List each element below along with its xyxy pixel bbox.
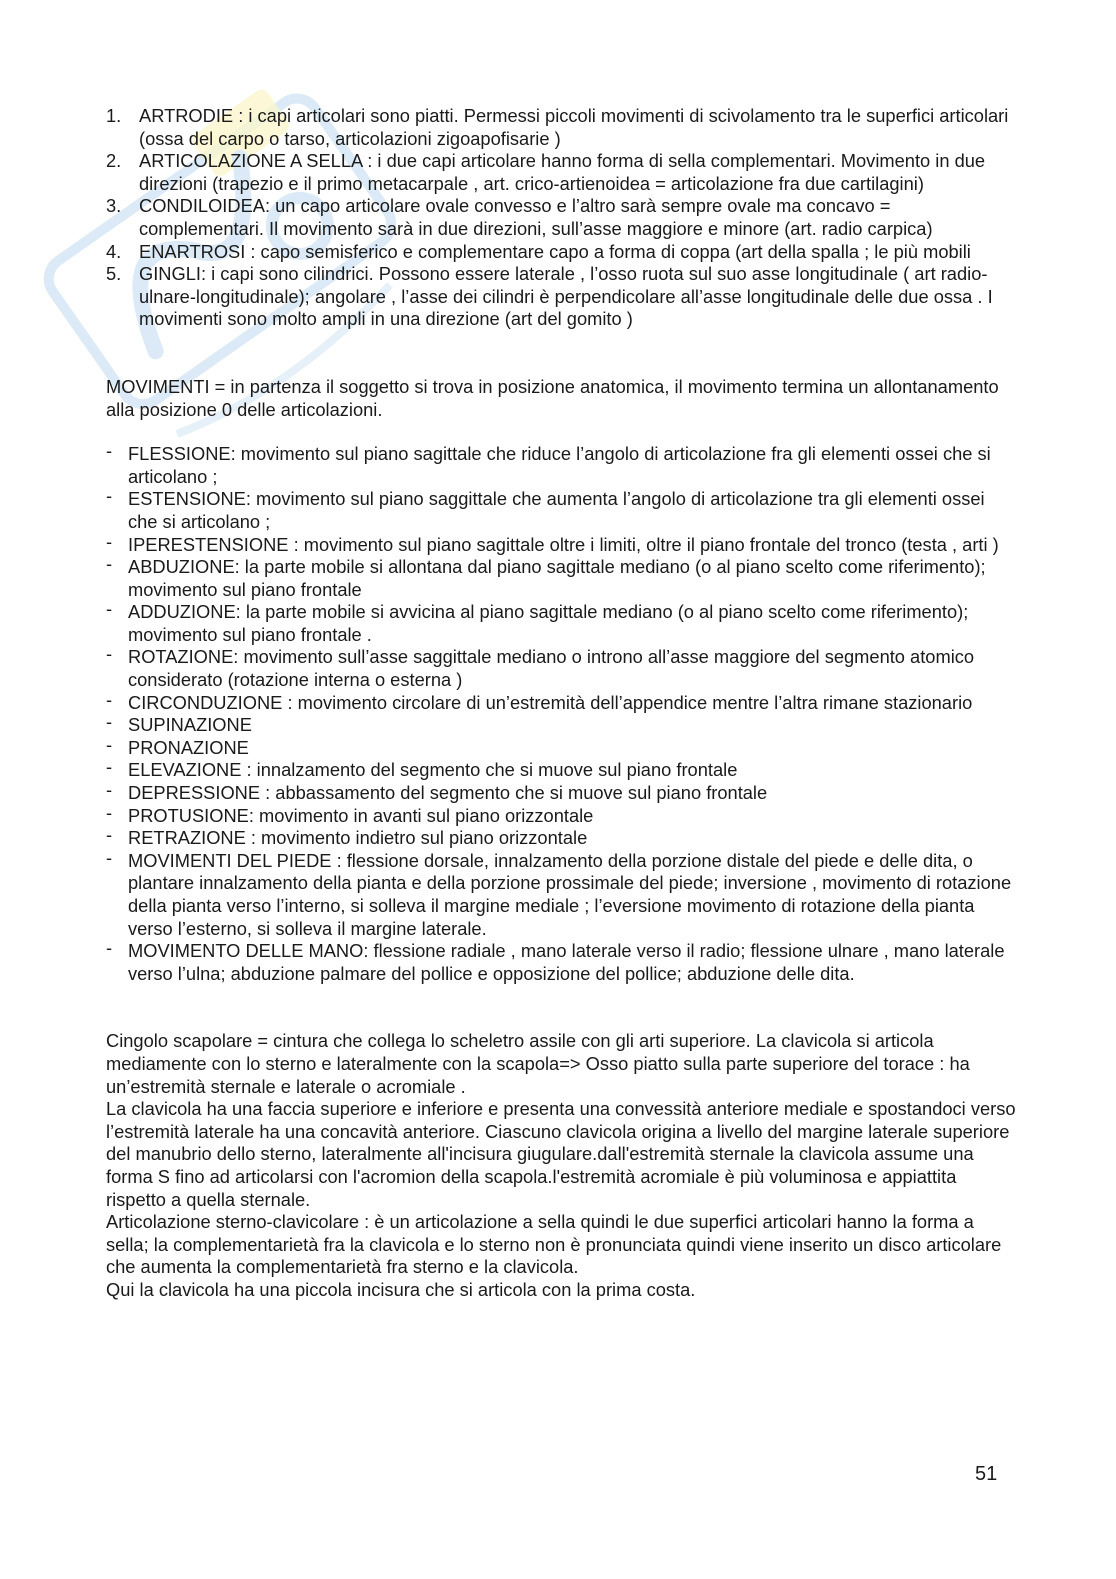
joint-text: ARTICOLAZIONE A SELLA : i due capi articolare hanno forma di sella complementari. Movimento in due direzioni (trapezio e il primo metacarpale , art. crico-artienoidea = articolazione fra due cartilagini) (139, 150, 986, 194)
bullet-dash: - (106, 530, 113, 552)
movement-item (106, 530, 1016, 557)
document-page (106, 105, 1016, 1302)
list-number: 5. (106, 263, 122, 285)
joint-text: GINGLI: i capi sono cilindrici. Possono essere laterale , l’osso ruota sul suo asse longitudinale ( art radio-ulnare-longitudinale); angolare , l’asse dei cilindri è perpendicolare all’asse longitudinale delle due ossa . I movimenti sono molto ampli in una direzione (art del gomito ) (139, 263, 993, 330)
movement-text: ADDUZIONE: la parte mobile si avvicina al piano sagittale mediano (o al piano scelto come riferimento); movimento sul piano frontale . (128, 601, 969, 645)
movement-text: RETRAZIONE : movimento indietro sul piano orizzontale (128, 827, 588, 849)
movement-item (106, 937, 1016, 985)
bullet-dash: - (106, 711, 113, 733)
movement-item (106, 756, 1016, 782)
movement-text: MOVIMENTI DEL PIEDE : flessione dorsale, innalzamento della porzione distale del piede e delle dita, o plantare innalzamento della pianta e della porzione prossimale del piede; inversione , movimento di rotazione della pianta verso l’interno, si solleva il margine mediale ; l’eversione movimento di rotazione della pianta verso l’esterno, si solleva il margine laterale. (128, 849, 1012, 939)
movement-item (106, 440, 1016, 488)
movement-item (106, 643, 1016, 691)
movement-text: ELEVAZIONE : innalzamento del segmento che si muove sul piano frontale (128, 759, 738, 781)
joint-types-list (106, 105, 1016, 331)
movement-text: CIRCONDUZIONE : movimento circolare di un’estremità dell’appendice mentre l’altra rimane stazionario (128, 691, 973, 713)
movement-item (106, 779, 1016, 805)
joint-text: CONDILOIDEA: un capo articolare ovale convesso e l’altro sarà sempre ovale ma concavo = complementari. Il movimento sarà in due direzioni, sull’asse maggiore e minore (art. radio carpica) (139, 195, 933, 239)
movimenti-intro: MOVIMENTI = in partenza il soggetto si trova in posizione anatomica, il movimento termina un allontanamento alla posizione 0 delle articolazioni. (106, 375, 999, 420)
paragraph: Articolazione sterno-clavicolare : è un articolazione a sella quindi le due superfici articolari hanno la forma a sella; la complementarietà fra la clavicola e lo sterno non è pronunciata quindi viene inserito un disco articolare che aumenta la complementarietà fra sterno e la clavicola. (106, 1211, 1002, 1278)
list-number: 1. (106, 105, 122, 126)
movement-item (106, 711, 1016, 737)
movement-item (106, 688, 1016, 715)
bullet-dash: - (106, 598, 113, 620)
movement-text: DEPRESSIONE : abbassamento del segmento che si muove sul piano frontale (128, 782, 768, 804)
joint-item (106, 195, 1016, 240)
movement-item (106, 801, 1016, 828)
paragraph: Cingolo scapolare = cintura che collega lo scheletro assile con gli arti superiore. La clavicola si articola mediamente con lo sterno e lateralmente con la scapola=> Osso piatto sulla parte superiore del torace : ha un’estremità sternale e laterale o acromiale . (106, 1030, 970, 1097)
joint-item (106, 105, 1016, 150)
movement-text: ESTENSIONE: movimento sul piano saggittale che aumenta l’angolo di articolazione tra gli elementi ossei che si articolano ; (128, 488, 985, 532)
movement-text: PROTUSIONE: movimento in avanti sul piano orizzontale (128, 804, 594, 826)
bullet-dash: - (106, 756, 113, 778)
page-number: 51 (975, 1463, 998, 1485)
bullet-dash: - (106, 485, 113, 507)
movement-text: ROTAZIONE: movimento sull’asse saggittale mediano o introno all’asse maggiore del segmento atomico considerato (rotazione interna o esterna ) (128, 646, 975, 691)
bullet-dash: - (106, 440, 113, 462)
bullet-dash: - (106, 733, 113, 755)
movement-item (106, 485, 1016, 533)
movement-text: IPERESTENSIONE : movimento sul piano sagittale oltre i limiti, oltre il piano frontale del tronco (testa , arti ) (128, 533, 999, 555)
list-number: 3. (106, 195, 122, 217)
movement-text: SUPINAZIONE (128, 714, 252, 736)
movement-item (106, 733, 1016, 760)
bullet-dash: - (106, 824, 113, 846)
bullet-dash: - (106, 643, 113, 665)
joint-item (106, 150, 1016, 195)
joint-text: ENARTROSI : capo semisferico e complementare capo a forma di coppa (art della spalla ; le più mobili (139, 240, 971, 262)
movement-item (106, 846, 1016, 940)
movement-item (106, 598, 1016, 646)
paragraph: La clavicola ha una faccia superiore e inferiore e presenta una convessità anteriore mediale e spostandoci verso l’estremità laterale ha una concavità anteriore. Ciascuno clavicola origina a livello del margine laterale superiore del manubrio dello sterno, lateralmente all'incisura giugulare.dall'estremità sternale la clavicola assume una forma S fino ad articolarsi con l'acromion della scapola.l'estremità acromiale è più voluminosa e appiattita rispetto a quella sternale. (106, 1098, 1016, 1210)
joint-text: ARTRODIE : i capi articolari sono piatti. Permessi piccoli movimenti di scivolamento tra le superfici articolari (ossa del carpo o tarso, articolazioni zigoapofisarie ) (139, 105, 1009, 149)
bullet-dash: - (106, 937, 113, 959)
movements-list (106, 440, 1016, 985)
movement-item (106, 824, 1016, 850)
list-number: 2. (106, 150, 122, 172)
bullet-dash: - (106, 846, 113, 868)
bullet-dash: - (106, 553, 113, 575)
movement-text: MOVIMENTO DELLE MANO: flessione radiale , mano laterale verso il radio; flessione ulnare , mano laterale verso l’ulna; abduzione palmare del pollice e opposizione del pollice; abduzione delle dita. (128, 940, 1005, 984)
paragraph: Qui la clavicola ha una piccola incisura che si articola con la prima costa. (106, 1278, 696, 1300)
joint-item (106, 241, 1016, 264)
joint-item (106, 263, 1016, 331)
bullet-dash: - (106, 779, 113, 801)
movement-text: FLESSIONE: movimento sul piano sagittale che riduce l’angolo di articolazione fra gli elementi ossei che si articolano ; (128, 443, 991, 487)
movement-text: ABDUZIONE: la parte mobile si allontana dal piano sagittale mediano (o al piano scelto come riferimento); movimento sul piano frontale (128, 556, 986, 600)
bullet-dash: - (106, 801, 113, 823)
movement-text: PRONAZIONE (128, 736, 249, 758)
bullet-dash: - (106, 688, 113, 710)
cingolo-scapolare-section (106, 1030, 1016, 1301)
movement-item (106, 553, 1016, 601)
list-number: 4. (106, 240, 122, 262)
